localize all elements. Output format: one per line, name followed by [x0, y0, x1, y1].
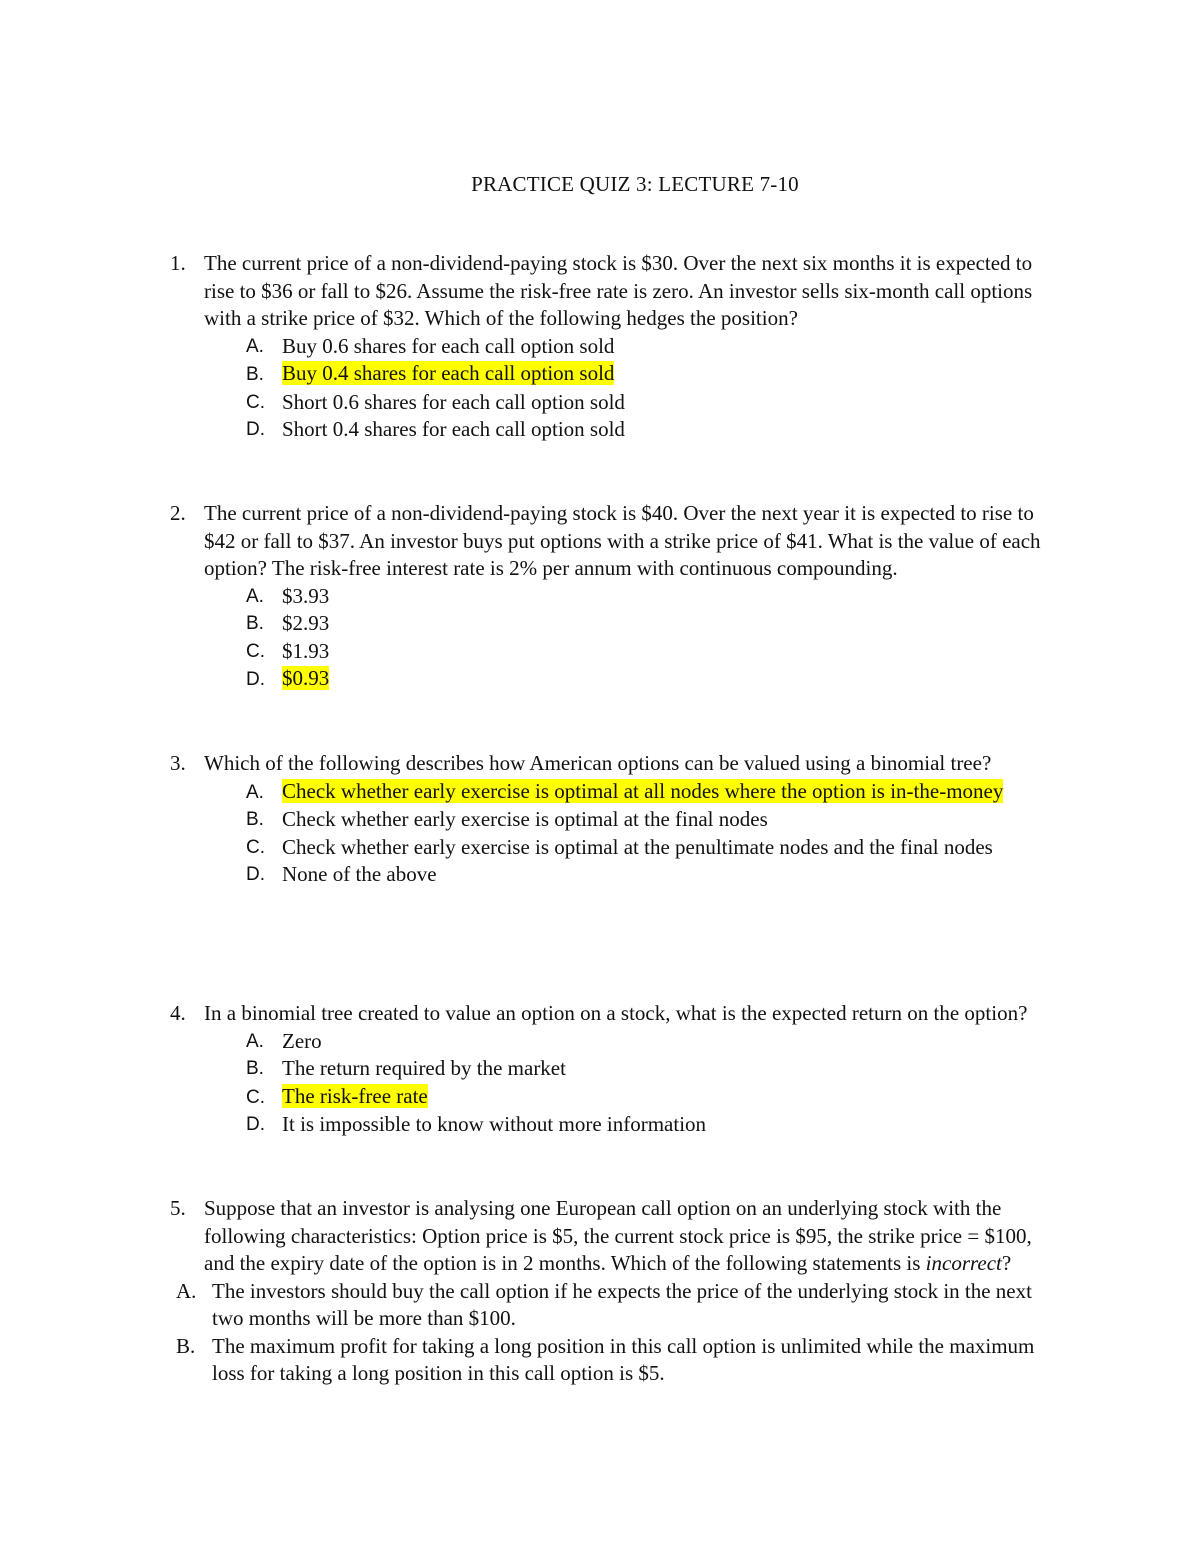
option-list	[246, 333, 1060, 444]
question-number: 1.	[170, 251, 186, 275]
option-d: D. It is impossible to know without more information	[246, 1112, 707, 1136]
option-a: A. Zero	[246, 1028, 322, 1053]
question-4	[170, 1000, 1060, 1139]
option-a: A. $3.93	[246, 583, 330, 608]
page-title: PRACTICE QUIZ 3: LECTURE 7-10	[471, 172, 799, 196]
option-b: B. Check whether early exercise is optimal at the final nodes	[246, 807, 768, 831]
question-stem: The current price of a non-dividend-paying stock is $30. Over the next six months it is expected to rise to $36 or fall to $26. Assume the risk-free rate is zero. An investor sells six-month call options with a strike price of $32. Which of the following hedges the position?	[204, 251, 1033, 330]
option-c: C. Short 0.6 shares for each call option sold	[246, 389, 625, 414]
option-list	[246, 778, 1060, 889]
option-d: D. None of the above	[246, 862, 437, 886]
option-a: A. The investors should buy the call option if he expects the price of the underlying stock in the next two months will be more than $100.	[176, 1278, 1032, 1330]
question-stem: The current price of a non-dividend-paying stock is $40. Over the next year it is expected to rise to $42 or fall to $37. An investor buys put options with a strike price of $41. What is the value of each option? The risk-free interest rate is 2% per annum with continuous compounding.	[204, 501, 1041, 580]
option-a: A. Buy 0.6 shares for each call option sold	[246, 333, 615, 358]
question-2	[170, 500, 1060, 694]
question-number: 3.	[170, 751, 186, 775]
option-list	[176, 1278, 1060, 1388]
option-b: B. The maximum profit for taking a long position in this call option is unlimited while the maximum loss for taking a long position in this call option is $5.	[176, 1333, 1035, 1385]
question-5	[170, 1195, 1060, 1388]
question-number: 5.	[170, 1196, 186, 1220]
question-stem: Suppose that an investor is analysing one European call option on an underlying stock with the following characteristics: Option price is $5, the current stock price is $95, the strike price = $100, and the expiry date of the option is in 2 months. Which of the following statements is incorrect?	[204, 1196, 1032, 1275]
option-a-correct: A. Check whether early exercise is optimal at all nodes where the option is in-the-money	[246, 778, 1004, 803]
option-d: D. Short 0.4 shares for each call option sold	[246, 417, 625, 441]
question-number: 4.	[170, 1001, 186, 1025]
option-c: C. $1.93	[246, 638, 330, 663]
option-b: B. $2.93	[246, 611, 330, 635]
option-c: C. Check whether early exercise is optimal at the penultimate nodes and the final nodes	[246, 834, 993, 859]
emphasis-incorrect: incorrect	[925, 1251, 1002, 1275]
option-list	[246, 1028, 1060, 1139]
option-b: B. The return required by the market	[246, 1056, 566, 1080]
question-stem: In a binomial tree created to value an option on a stock, what is the expected return on the option?	[204, 1001, 1028, 1025]
option-b-correct: B. Buy 0.4 shares for each call option sold	[246, 361, 615, 385]
option-c-correct: C. The risk-free rate	[246, 1083, 428, 1108]
option-d-correct: D. $0.93	[246, 666, 330, 690]
question-3	[170, 750, 1060, 889]
question-stem: Which of the following describes how American options can be valued using a binomial tree?	[204, 751, 992, 775]
question-1	[170, 250, 1060, 444]
option-list	[246, 583, 1060, 694]
question-number: 2.	[170, 501, 186, 525]
